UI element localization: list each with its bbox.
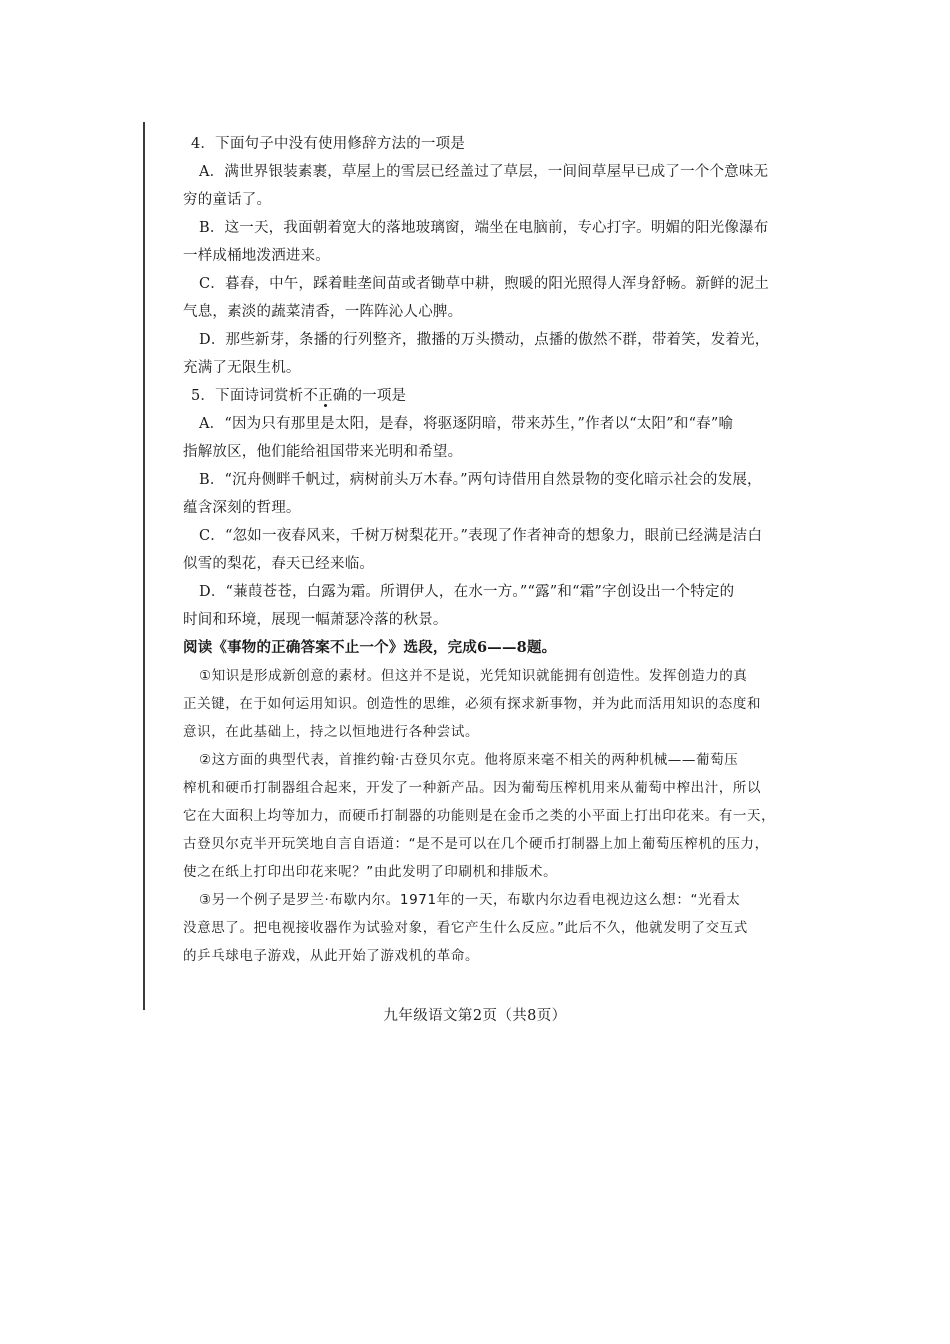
q4-option-c-line1: C．暮春，中午，踩着畦垄间苗或者锄草中耕，煦暖的阳光照得人浑身舒畅。新鲜的泥土 (199, 276, 769, 292)
passage-p3-line1: ③另一个例子是罗兰·布歇内尔。1971年的一天，布歇内尔边看电视边这么想：“光看太 (199, 892, 741, 908)
q4-option-a-line1: A．满世界银装素裹，草屋上的雪层已经盖过了草层，一间间草屋早已成了一个个意味无 (199, 164, 769, 180)
q4-option-b-line2: 一样成桶地泼洒进来。 (183, 248, 330, 264)
passage-p1-line2: 正关键，在于如何运用知识。创造性的思维，必须有探求新事物，并为此而活用知识的态度和 (183, 696, 762, 712)
reading-heading: 阅读《事物的正确答案不止一个》选段，完成6——8题。 (183, 639, 557, 656)
q5-option-c-line1: C．“忽如一夜春风来，千树万树梨花开。”表现了作者神奇的想象力，眼前已经满是洁白 (199, 528, 763, 544)
q5-stem-pre: 5．下面诗词赏析 (191, 388, 304, 404)
binding-margin-line (143, 122, 145, 1010)
q4-option-a-line2: 穷的童话了。 (183, 192, 272, 208)
q5-stem-emphasis: 不正确 (303, 388, 348, 404)
q5-option-a-line2: 指解放区，他们能给祖国带来光明和希望。 (183, 444, 463, 460)
passage-p3-line2: 没意思了。把电视接收器作为试验对象，看它产生什么反应。”此后不久，他就发明了交互式 (183, 920, 748, 936)
passage-p1-line1: ①知识是形成新创意的素材。但这并不是说，光凭知识就能拥有创造性。发挥创造力的真 (199, 668, 748, 684)
q5-option-b-line2: 蕴含深刻的哲理。 (183, 500, 301, 516)
q4-option-d-line2: 充满了无限生机。 (183, 360, 301, 376)
passage-p1-line3: 意识，在此基础上，持之以恒地进行各种尝试。 (183, 724, 480, 740)
q5-option-a-line1: A．“因为只有那里是太阳，是春，将驱逐阴暗，带来苏生，”作者以“太阳”和“春”喻 (199, 416, 734, 432)
q5-option-b-line1: B．“沉舟侧畔千帆过，病树前头万木春。”两句诗借用自然景物的变化暗示社会的发展， (199, 472, 762, 488)
page-content (183, 130, 788, 970)
q4-option-b-line1: B．这一天，我面朝着宽大的落地玻璃窗，端坐在电脑前，专心打字。明媚的阳光像瀑布 (199, 220, 769, 236)
passage-p3-line3: 的乒乓球电子游戏，从此开始了游戏机的革命。 (183, 948, 480, 964)
passage-p2-line2: 榨机和硬币打制器组合起来，开发了一种新产品。因为葡萄压榨机用来从葡萄中榨出汁，所以 (183, 780, 762, 796)
q4-option-d-line1: D．那些新芽，条播的行列整齐，撒播的万头攒动，点播的傲然不群，带着笑，发着光， (199, 332, 770, 348)
q4-option-c-line2: 气息，素淡的蔬菜清香，一阵阵沁人心脾。 (183, 304, 463, 320)
passage-p2-line4: 古登贝尔克半开玩笑地自言自语道：“是不是可以在几个硬币打制器上加上葡萄压榨机的压力， (183, 836, 769, 852)
passage-p2-line5: 使之在纸上打印出印花来呢？”由此发明了印刷机和排版术。 (183, 864, 558, 880)
passage-p2-line1: ②这方面的典型代表，首推约翰·古登贝尔克。他将原来毫不相关的两种机械——葡萄压 (199, 752, 739, 768)
passage-p2-line3: 它在大面积上均等加力，而硬币打制器的功能则是在金币之类的小平面上打出印花来。有一天， (183, 808, 776, 824)
q5-option-c-line2: 似雪的梨花，春天已经来临。 (183, 556, 375, 572)
question-5-stem (183, 382, 788, 410)
q5-stem-post: 的一项是 (347, 388, 407, 404)
question-4-stem: 4．下面句子中没有使用修辞方法的一项是 (191, 136, 466, 152)
page-footer: 九年级语文第2页（共8页） (383, 1008, 567, 1024)
q5-option-d-line2: 时间和环境，展现一幅萧瑟冷落的秋景。 (183, 612, 448, 628)
q5-option-d-line1: D．“蒹葭苍苍，白露为霜。所谓伊人，在水一方。”“露”和“霜”字创设出一个特定的 (199, 584, 735, 600)
